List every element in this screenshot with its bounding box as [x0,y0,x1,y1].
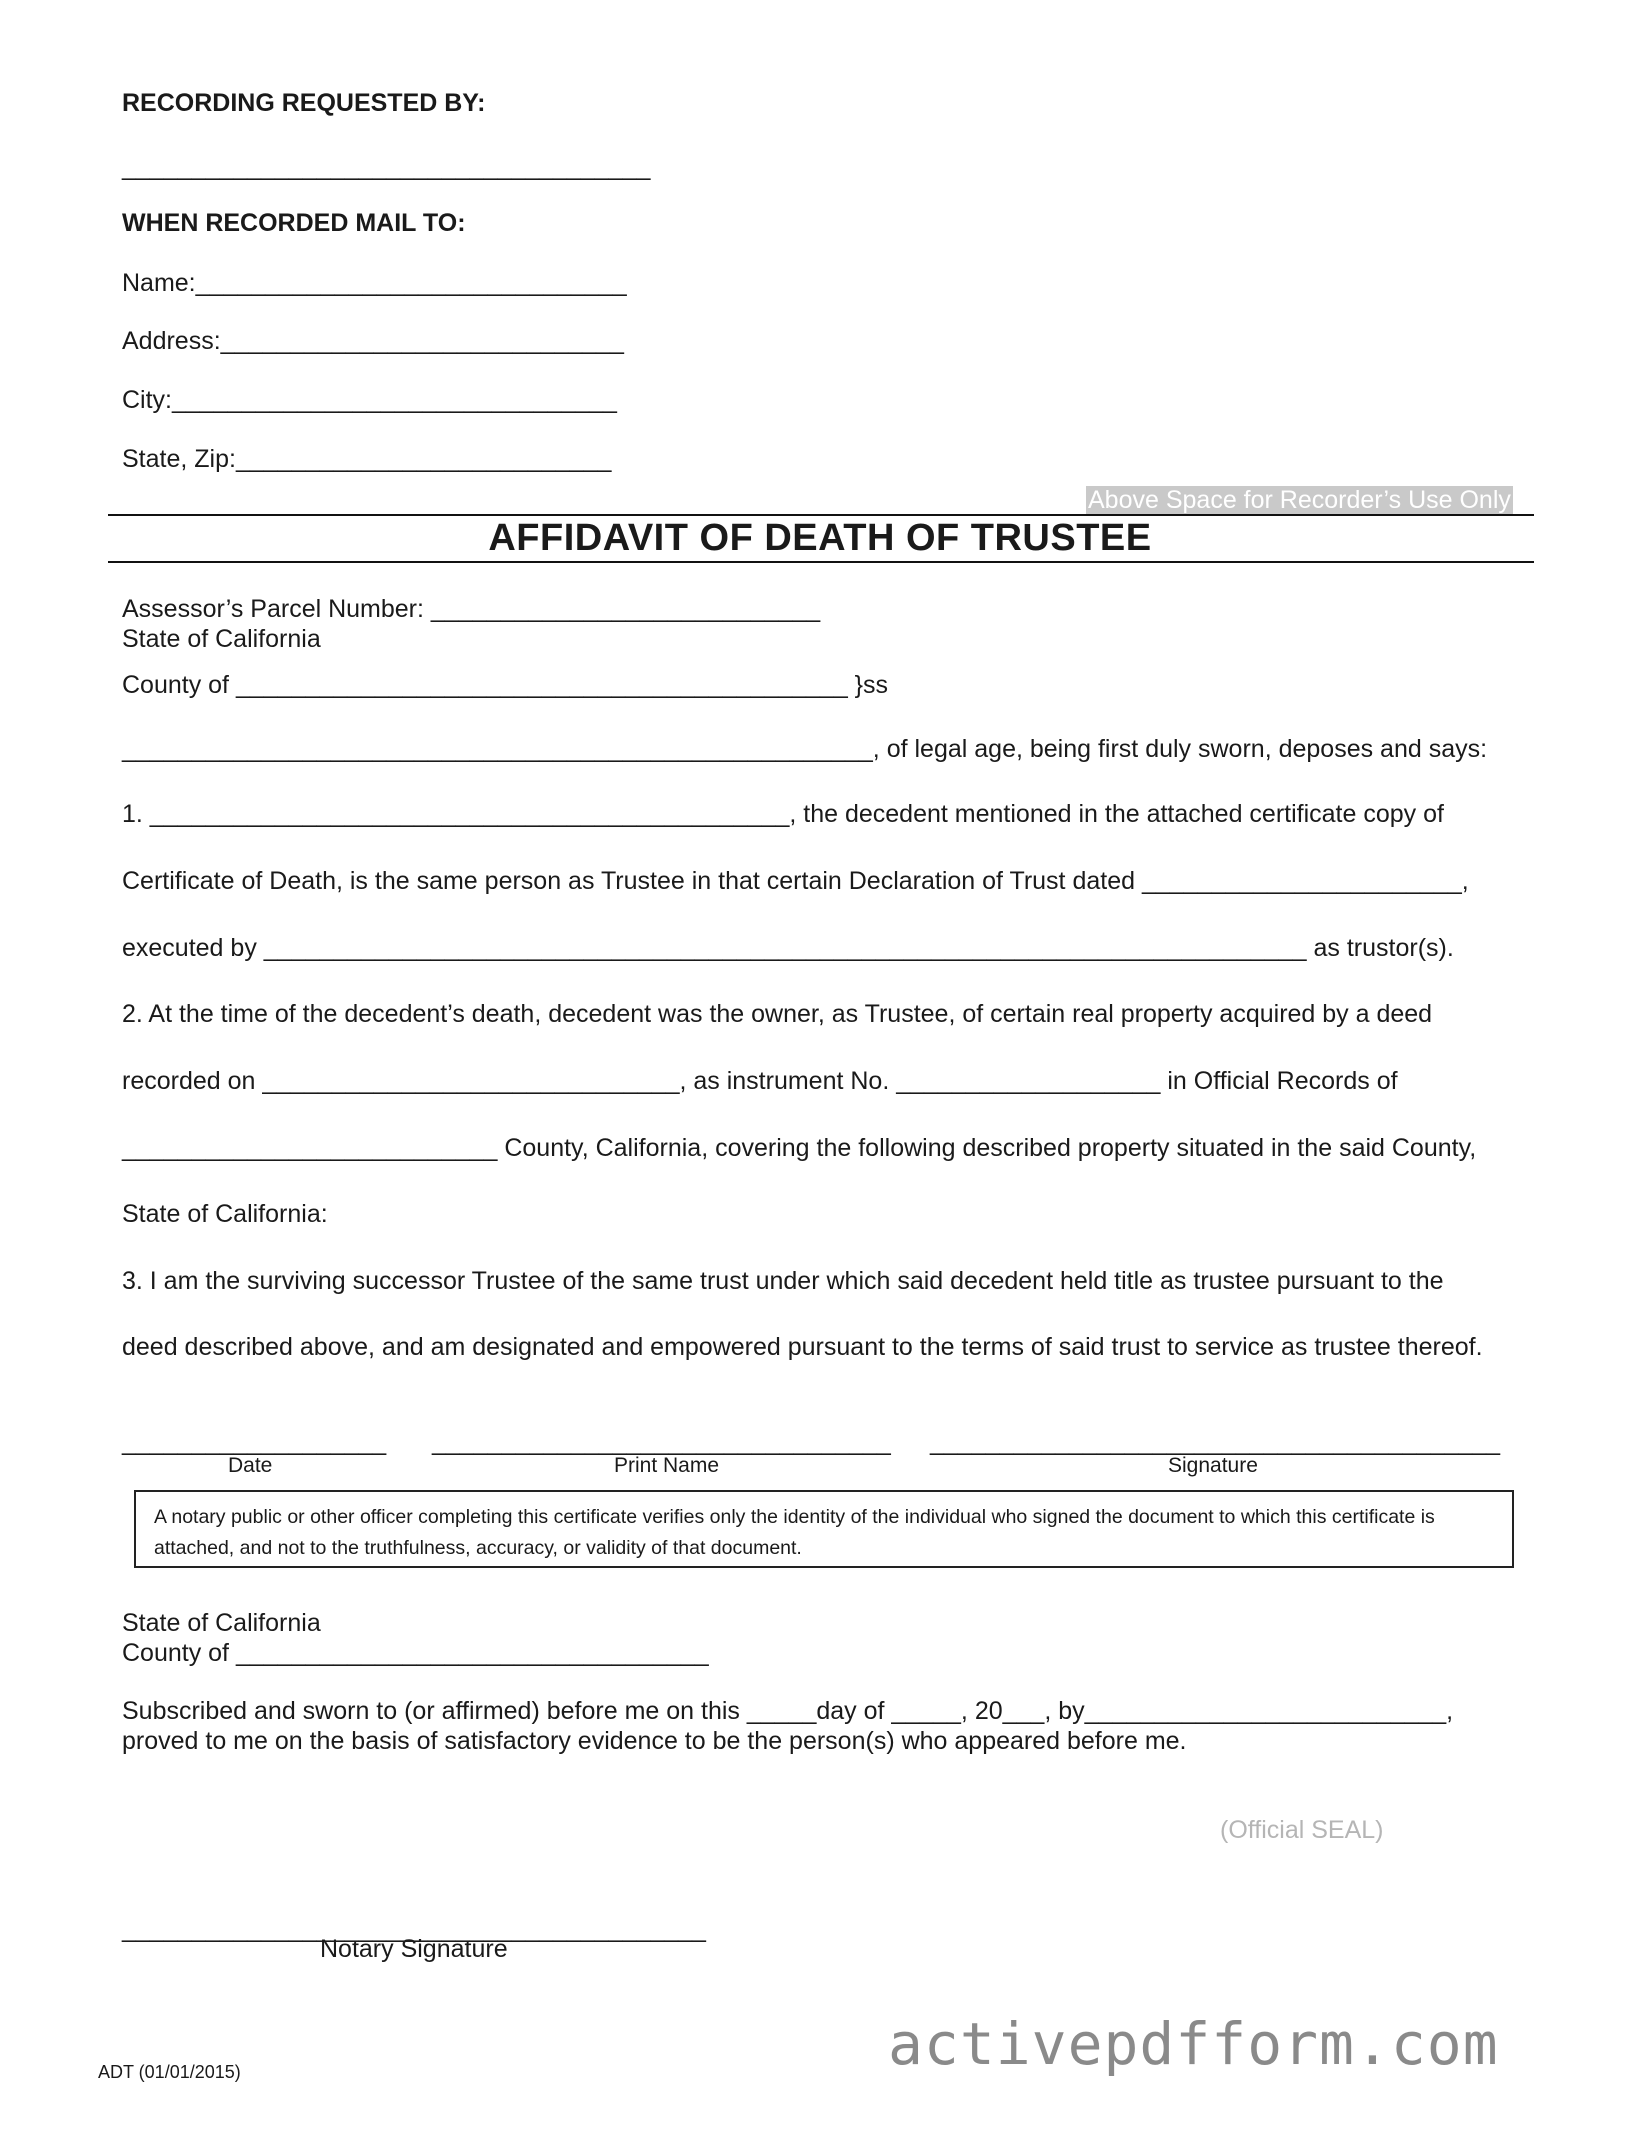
print-name-label: Print Name [614,1454,720,1477]
document-title: AFFIDAVIT OF DEATH OF TRUSTEE [488,517,1152,559]
property-county-field[interactable]: ___________________________ County, California, covering the following described property situated in the said County, [122,1134,1477,1162]
signature-label: Signature [1168,1454,1258,1477]
paragraph-3-line-2: deed described above, and am designated and empowered pursuant to the terms of said trust to service as trustee thereof. [122,1333,1483,1361]
official-seal-placeholder: (Official SEAL) [1220,1816,1384,1844]
print-name-field[interactable]: _________________________________ [432,1428,891,1456]
satisfactory-evidence-text: proved to me on the basis of satisfactory evidence to be the person(s) who appeared before me. [122,1727,1187,1755]
trustors-field[interactable]: executed by ___________________________________________________________________________ as trustor(s). [122,934,1454,962]
date-label: Date [228,1454,273,1477]
date-field[interactable]: ___________________ [122,1428,387,1456]
title-bottom-rule [108,561,1534,563]
mail-city-field[interactable]: City:________________________________ [122,386,617,414]
recording-requested-by-label: RECORDING REQUESTED BY: [122,89,486,117]
notary-notice-box [134,1490,1514,1568]
notary-notice-text: A notary public or other officer completing this certificate verifies only the identity of the individual who signed the document to which this certificate is attached, and not to the truthfulness, accuracy, or validity of that document. [154,1506,1435,1559]
recording-requested-by-field[interactable]: ______________________________________ [122,153,651,181]
recording-details-field[interactable]: recorded on ______________________________, as instrument No. ___________________ in Official Records of [122,1067,1398,1095]
notary-county-field[interactable]: County of __________________________________ [122,1639,709,1667]
mail-state-zip-field[interactable]: State, Zip:___________________________ [122,445,612,473]
site-watermark: activepdfform.com [888,2010,1499,2078]
subscribed-sworn-field[interactable]: Subscribed and sworn to (or affirmed) before me on this _____day of _____, 20___, by__________________________, [122,1697,1454,1725]
notary-signature-field[interactable]: __________________________________________ [122,1915,706,1943]
decedent-name-field[interactable]: 1. ______________________________________________, the decedent mentioned in the attached certificate copy of [122,800,1444,828]
mail-name-field[interactable]: Name:_______________________________ [122,269,627,297]
county-field[interactable]: County of ____________________________________________ }ss [122,671,889,699]
affiant-name-field[interactable]: ______________________________________________________, of legal age, being first duly sworn, deposes and says: [122,735,1488,763]
when-recorded-mail-to-label: WHEN RECORDED MAIL TO: [122,209,466,237]
notary-signature-label: Notary Signature [320,1935,508,1963]
form-code: ADT (01/01/2015) [98,2062,241,2082]
paragraph-2-line-4: State of California: [122,1200,328,1228]
signature-field[interactable]: _________________________________________ [930,1428,1501,1456]
state-label: State of California [122,625,321,653]
paragraph-2-line-1: 2. At the time of the decedent’s death, decedent was the owner, as Trustee, of certain real property acquired by a deed [122,1000,1433,1028]
recorder-use-note: Above Space for Recorder’s Use Only [1088,486,1511,514]
mail-address-field[interactable]: Address:_____________________________ [122,327,624,355]
paragraph-3-line-1: 3. I am the surviving successor Trustee of the same trust under which said decedent held title as trustee pursuant to the [122,1267,1444,1295]
trust-date-field[interactable]: Certificate of Death, is the same person as Trustee in that certain Declaration of Trust dated _______________________, [122,867,1469,895]
notary-state-label: State of California [122,1609,321,1637]
apn-field[interactable]: Assessor’s Parcel Number: ____________________________ [122,595,821,623]
